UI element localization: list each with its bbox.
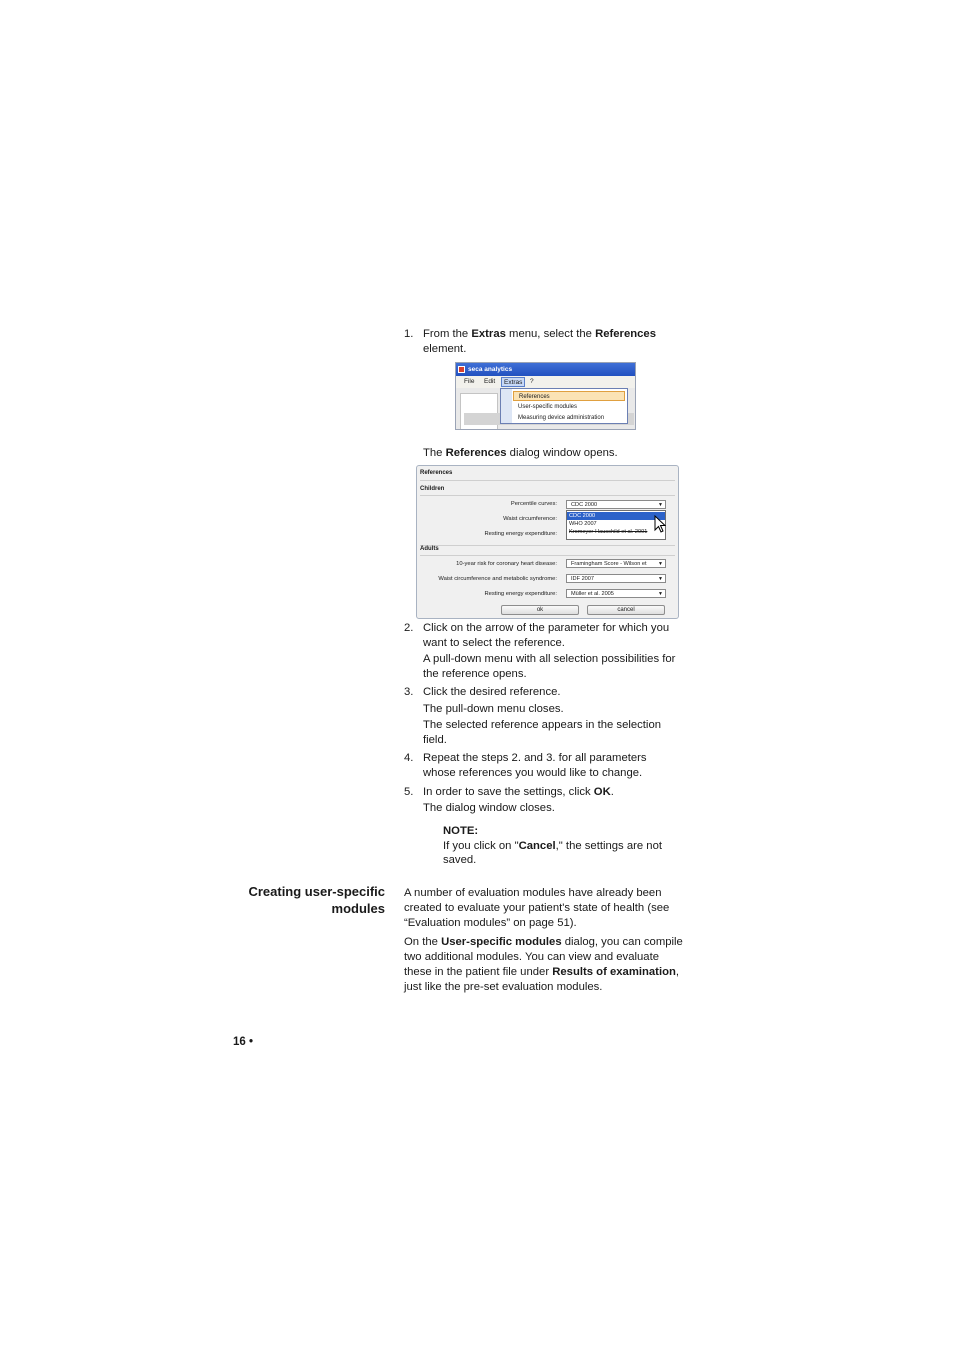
result-1-pre: The — [423, 447, 446, 459]
step-1-text — [423, 327, 698, 357]
step-3-result: field. — [423, 734, 447, 746]
chevron-down-icon[interactable]: ▼ — [658, 591, 663, 597]
coronary-risk-select[interactable] — [566, 559, 666, 568]
step-2-result: the reference opens. — [423, 668, 527, 680]
option-kromeyer-hauschild[interactable]: Kromeyer-Hauschild et al. 2001 — [569, 529, 648, 535]
percentile-dropdown-list — [566, 510, 666, 540]
adult-resting-energy-label: Resting energy expenditure: — [484, 591, 557, 597]
step-number: 3. — [404, 686, 414, 698]
section-paragraph-1 — [404, 886, 699, 931]
menu-item-user-specific-modules[interactable]: User-specific modules — [518, 404, 578, 410]
percentile-curves-label: Percentile curves: — [510, 501, 557, 507]
step-3-result: The pull-down menu closes. — [423, 703, 564, 715]
step-1-mid: menu, select the — [505, 328, 596, 340]
divider — [420, 555, 675, 556]
children-section-label: Children — [420, 486, 445, 492]
option-cdc-2000[interactable]: CDC 2000 — [567, 512, 665, 520]
note-line — [443, 839, 703, 853]
coronary-risk-label: 10-year risk for coronary heart disease: — [456, 561, 557, 567]
results-of-examination-term: Results of examination — [552, 966, 676, 978]
adult-resting-energy-select[interactable] — [566, 589, 666, 598]
note-post: ," the settings are not — [555, 840, 663, 852]
cancel-term: Cancel — [518, 840, 556, 852]
step-number: 2. — [404, 622, 414, 634]
step-number: 1. — [404, 328, 414, 340]
step-5-pre: In order to save the settings, click — [423, 786, 594, 798]
app-icon — [458, 366, 465, 373]
references-term: References — [595, 328, 656, 340]
dialog-title: References — [420, 470, 453, 476]
step-3-text — [423, 685, 703, 748]
extras-term: Extras — [471, 328, 506, 340]
app-titlebar — [456, 363, 635, 376]
menu-item-references[interactable]: References — [513, 391, 625, 401]
note-heading: NOTE: — [443, 825, 479, 837]
paragraph-post: dialog, you can compile — [561, 936, 683, 948]
menu-help[interactable]: ? — [530, 378, 534, 385]
waist-metabolic-select[interactable] — [566, 574, 666, 583]
paragraph-line: two additional modules. You can view and evaluate — [404, 951, 659, 963]
note-box — [443, 824, 703, 867]
step-5-result: The dialog window closes. — [423, 802, 555, 814]
waist-metabolic-label: Waist circumference and metabolic syndrome: — [438, 576, 557, 582]
chevron-down-icon[interactable]: ▼ — [658, 576, 663, 582]
mouse-cursor-icon — [654, 515, 666, 533]
paragraph-line: “Evaluation modules” on page 51). — [404, 917, 577, 929]
waist-circumference-label: Waist circumference: — [503, 516, 557, 522]
section-heading-line: Creating user-specific — [248, 884, 385, 899]
step-1-post: element. — [423, 343, 467, 355]
adult-resting-energy-value: Müller et al. 2005 — [571, 591, 614, 597]
paragraph-line: created to evaluate your patient's state of health (see — [404, 902, 670, 914]
section-paragraph-2 — [404, 935, 704, 995]
result-1-post: dialog window opens. — [506, 447, 618, 459]
step-3-result: The selected reference appears in the selection — [423, 719, 662, 731]
coronary-risk-value: Framingham Score - Wilson et — [571, 561, 647, 567]
step-3-line: Click the desired reference. — [423, 686, 561, 698]
step-4-line: Repeat the steps 2. and 3. for all parameters — [423, 752, 647, 764]
ok-button[interactable]: ok — [501, 605, 579, 615]
paragraph-line — [404, 965, 704, 980]
divider — [420, 545, 675, 546]
paragraph-pre: On the — [404, 936, 442, 948]
menu-item-measuring-device-administration[interactable]: Measuring device administration — [518, 415, 605, 421]
adults-section-label: Adults — [420, 546, 439, 552]
menu-screenshot — [455, 362, 636, 430]
percentile-curves-value: CDC 2000 — [571, 502, 598, 508]
page-number: 16 • — [233, 1036, 254, 1048]
step-number: 4. — [404, 752, 414, 764]
paragraph-post: , — [675, 966, 680, 978]
divider — [420, 480, 675, 481]
menu-bar — [456, 376, 635, 388]
dropdown-gutter — [501, 389, 512, 423]
paragraph-pre: these in the patient file under — [404, 966, 553, 978]
user-specific-modules-term: User-specific modules — [441, 936, 562, 948]
chevron-down-icon[interactable]: ▼ — [658, 502, 663, 508]
step-2-text — [423, 621, 703, 682]
cancel-button[interactable]: cancel — [587, 605, 665, 615]
paragraph-line — [404, 935, 704, 950]
menu-file[interactable]: File — [464, 378, 475, 385]
step-5-text — [423, 785, 703, 816]
app-title: seca analytics — [468, 366, 513, 373]
step-2-line: Click on the arrow of the parameter for which you — [423, 622, 670, 634]
references-term: References — [445, 447, 507, 459]
step-4-line: whose references you would like to change. — [423, 767, 643, 779]
references-dialog-screenshot — [416, 465, 679, 619]
step-4-text — [423, 751, 703, 781]
menu-edit[interactable]: Edit — [484, 378, 496, 385]
extras-dropdown — [500, 388, 628, 424]
step-5-line — [423, 785, 703, 800]
result-1-text — [423, 446, 698, 461]
step-2-line: want to select the reference. — [423, 637, 565, 649]
step-number: 5. — [404, 786, 414, 798]
waist-metabolic-value: IDF 2007 — [571, 576, 595, 582]
option-who-2007[interactable]: WHO 2007 — [569, 521, 597, 527]
chevron-down-icon[interactable]: ▼ — [658, 561, 663, 567]
note-line: saved. — [443, 854, 477, 866]
divider — [420, 495, 675, 496]
section-heading-line: modules — [331, 900, 385, 916]
ok-term: OK — [593, 786, 611, 798]
step-2-result: A pull-down menu with all selection possibilities for — [423, 653, 676, 665]
resting-energy-label: Resting energy expenditure: — [484, 531, 557, 537]
section-heading — [200, 884, 385, 917]
step-5-post: . — [610, 786, 614, 798]
menu-extras[interactable]: Extras — [501, 377, 525, 387]
percentile-curves-select[interactable] — [566, 500, 666, 509]
note-pre: If you click on " — [443, 840, 519, 852]
paragraph-line: just like the pre-set evaluation modules. — [404, 981, 603, 993]
paragraph-line: A number of evaluation modules have already been — [404, 887, 662, 899]
step-1-pre: From the — [423, 328, 472, 340]
